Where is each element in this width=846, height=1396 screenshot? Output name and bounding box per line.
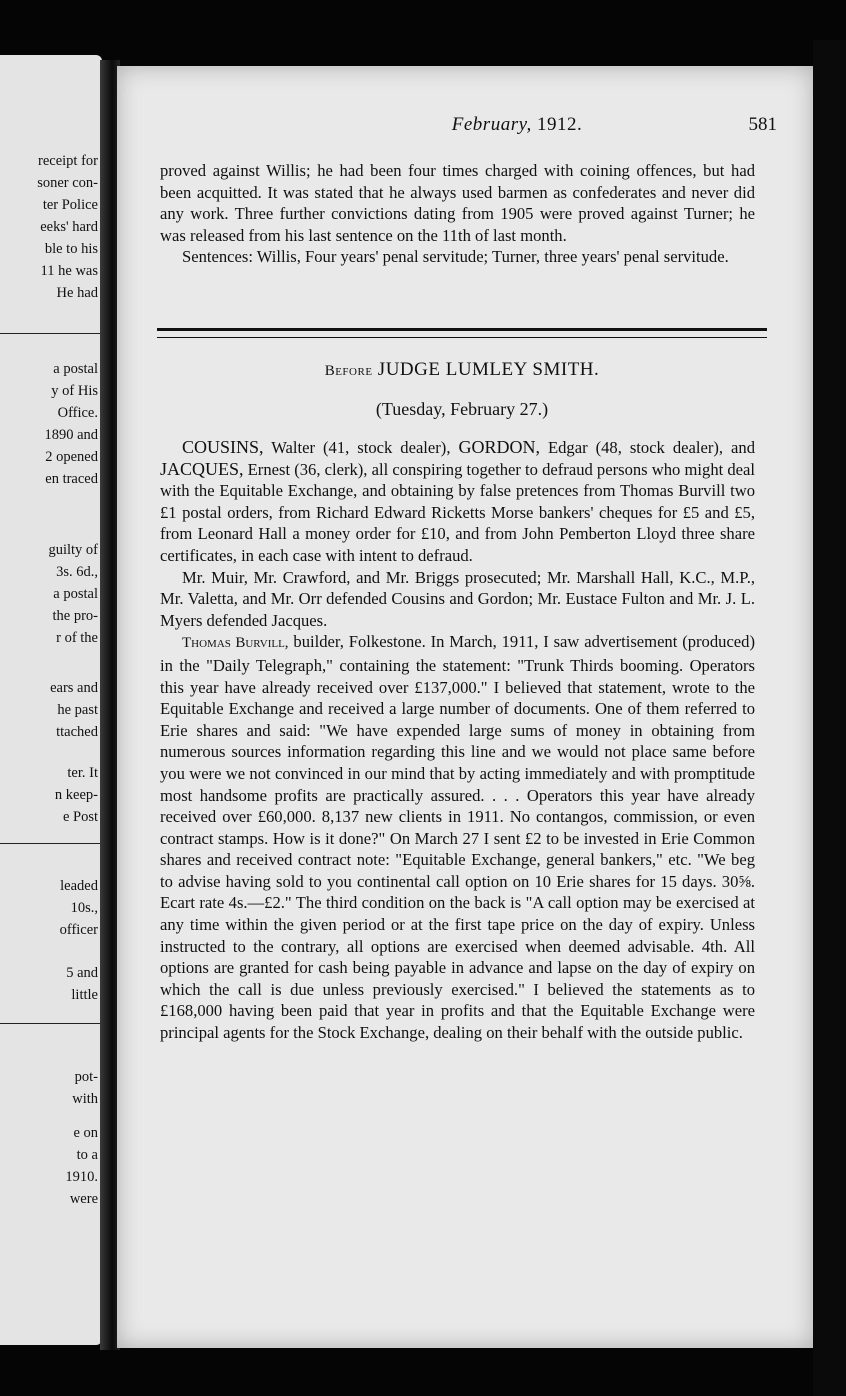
left-line: were bbox=[69, 1191, 98, 1207]
left-page-fragment-8 bbox=[0, 1066, 98, 1110]
left-rule bbox=[0, 1023, 100, 1024]
section-heading-before: Before bbox=[324, 363, 373, 379]
running-head-year: 1912. bbox=[536, 114, 583, 135]
left-page-fragment-2 bbox=[0, 358, 98, 490]
defendant-name: GORDON, bbox=[458, 437, 540, 457]
sentences-paragraph: Sentences: Willis, Four years' penal servitude; Turner, three years' penal servitude. bbox=[182, 247, 729, 267]
left-page-fragment-7 bbox=[0, 962, 98, 1006]
left-line: leaded bbox=[60, 878, 98, 894]
left-line: soner con- bbox=[37, 175, 98, 191]
left-page-fragment-4 bbox=[0, 677, 98, 743]
section-heading-judge: JUDGE LUMLEY SMITH. bbox=[377, 359, 600, 380]
case-indictment-text: Edgar (48, stock dealer), and bbox=[539, 438, 755, 457]
left-line: ter Police bbox=[42, 197, 98, 213]
left-page-fragment-6 bbox=[0, 875, 98, 941]
continued-case-text bbox=[160, 160, 755, 268]
left-line: the pro- bbox=[52, 608, 98, 624]
left-line: he past bbox=[57, 702, 98, 718]
left-line: 10s., bbox=[70, 900, 98, 916]
left-line: receipt for bbox=[38, 153, 98, 169]
left-line: Office. bbox=[57, 405, 98, 421]
continued-paragraph: proved against Willis; he had been four times charged with coining offences, but had been acquitted. It was stated that he always used barmen as confederates and never did any work. Three further convictions dating from 1905 were proved against Turner; he was released from his last sentence on the 11th of last month. bbox=[160, 161, 755, 245]
left-line: pot- bbox=[74, 1069, 98, 1085]
left-line: He had bbox=[56, 285, 98, 301]
section-divider bbox=[157, 328, 767, 338]
case-indictment-text: Ernest (36, clerk), all conspiring together to defraud persons who might deal with the Equitable Exchange, and obtaining by false pretences from Thomas Burvill two £1 postal orders, from Richard Edward Ricketts Morse bankers' cheques for £5 and £5, from Leonard Hall a money order for £10, and from John Pemberton Lloyd three share certificates, in each case with intent to defraud. bbox=[160, 459, 756, 565]
scan-border bbox=[813, 40, 846, 1396]
left-line: a postal bbox=[53, 361, 98, 377]
case-indictment-paragraph bbox=[160, 437, 755, 567]
left-line: officer bbox=[59, 922, 98, 938]
court-date: (Tuesday, February 27.) bbox=[375, 399, 549, 419]
left-line: guilty of bbox=[48, 542, 98, 558]
left-line: ttached bbox=[56, 724, 98, 740]
left-line: r of the bbox=[56, 630, 98, 646]
left-line: 2 opened bbox=[45, 449, 98, 465]
witness-testimony-text: builder, Folkestone. In March, 1911, I saw advertisement (produced) in the "Daily Telegraph," containing the statement: "Trunk Thirds booming. Operators this year have already received over £137,000." I believed that statement, wrote to the Equitable Exchange and received a large number of documents. One of them referred to Erie shares and said: "We have expended large sums of money in obtaining from numerous sources information regarding this line and we would not place same before you were we not convinced in our mind that by acting immediately and with promptitude most handsome profits are practically assured. . . . Operators this year have already received over £60,000. 8,137 new clients in 1911. No contangos, commission, or even contract stamps. How is it done?" On March 27 I sent £2 to be invested in Erie Common shares and received contract note: "Equitable Exchange, general bankers," etc. "We beg to advise having sold to you continental call option on 10 Erie shares for 15 days. 30⅝. Ecart rate 4s.—£2." The third condition on the back is "A call option may be exercised at any time within the given period or at the first tape price on the day of expiry. Unless instructed to the contrary, all options are exercised when deemed advisable. 4th. All options are granted for cash being payable in advance and lapse on the day of expiry on which the call is due unless previously exercised." I believed the statements as to £168,000 having been paid that year in profits and that the Equitable Exchange were principal agents for the Stock Exchange, dealing on their behalf with the outside public. bbox=[160, 632, 755, 1043]
left-line: n keep- bbox=[54, 787, 98, 803]
counsel-paragraph: Mr. Muir, Mr. Crawford, and Mr. Briggs prosecuted; Mr. Marshall Hall, K.C., M.P., Mr. Valetta, and Mr. Orr defended Cousins and Gordon; Mr. Eustace Fulton and Mr. J. L. Myers defended Jacques. bbox=[160, 567, 755, 630]
left-line: to a bbox=[76, 1147, 98, 1163]
left-line: ears and bbox=[50, 680, 98, 696]
witness-testimony-paragraph bbox=[160, 631, 755, 1043]
left-rule bbox=[0, 333, 100, 334]
left-line: 5 and bbox=[66, 965, 98, 981]
left-page-fragment-1 bbox=[0, 150, 98, 304]
left-line: 1910. bbox=[65, 1169, 98, 1185]
left-line: a postal bbox=[53, 586, 98, 602]
page-number: 581 bbox=[748, 114, 777, 135]
left-line: with bbox=[72, 1091, 98, 1107]
running-head-month: February, bbox=[451, 114, 532, 135]
left-line: little bbox=[71, 987, 98, 1003]
left-page-fragment-3 bbox=[0, 539, 98, 649]
left-line: eeks' hard bbox=[40, 219, 98, 235]
left-facing-page bbox=[0, 55, 102, 1345]
left-line: en traced bbox=[45, 471, 98, 487]
section-heading bbox=[157, 359, 767, 381]
left-page-fragment-9 bbox=[0, 1122, 98, 1210]
left-line: ter. It bbox=[67, 765, 98, 781]
defendant-name: JACQUES, bbox=[160, 458, 244, 479]
left-line: 1890 and bbox=[44, 427, 98, 443]
case-text bbox=[160, 437, 755, 1044]
left-page-fragment-5 bbox=[0, 762, 98, 828]
defendant-name: COUSINS, bbox=[182, 437, 264, 457]
witness-name: Thomas Burvill, bbox=[182, 635, 289, 652]
left-line: e on bbox=[73, 1125, 98, 1141]
left-rule bbox=[0, 843, 100, 844]
case-indictment-text: Walter (41, stock dealer), bbox=[263, 438, 459, 457]
left-line: e Post bbox=[62, 809, 98, 825]
left-line: 3s. 6d., bbox=[56, 564, 98, 580]
left-line: y of His bbox=[51, 383, 98, 399]
left-line: ble to his bbox=[44, 241, 98, 257]
left-line: 11 he was bbox=[40, 263, 98, 279]
main-page bbox=[117, 66, 813, 1348]
running-head bbox=[377, 114, 657, 136]
